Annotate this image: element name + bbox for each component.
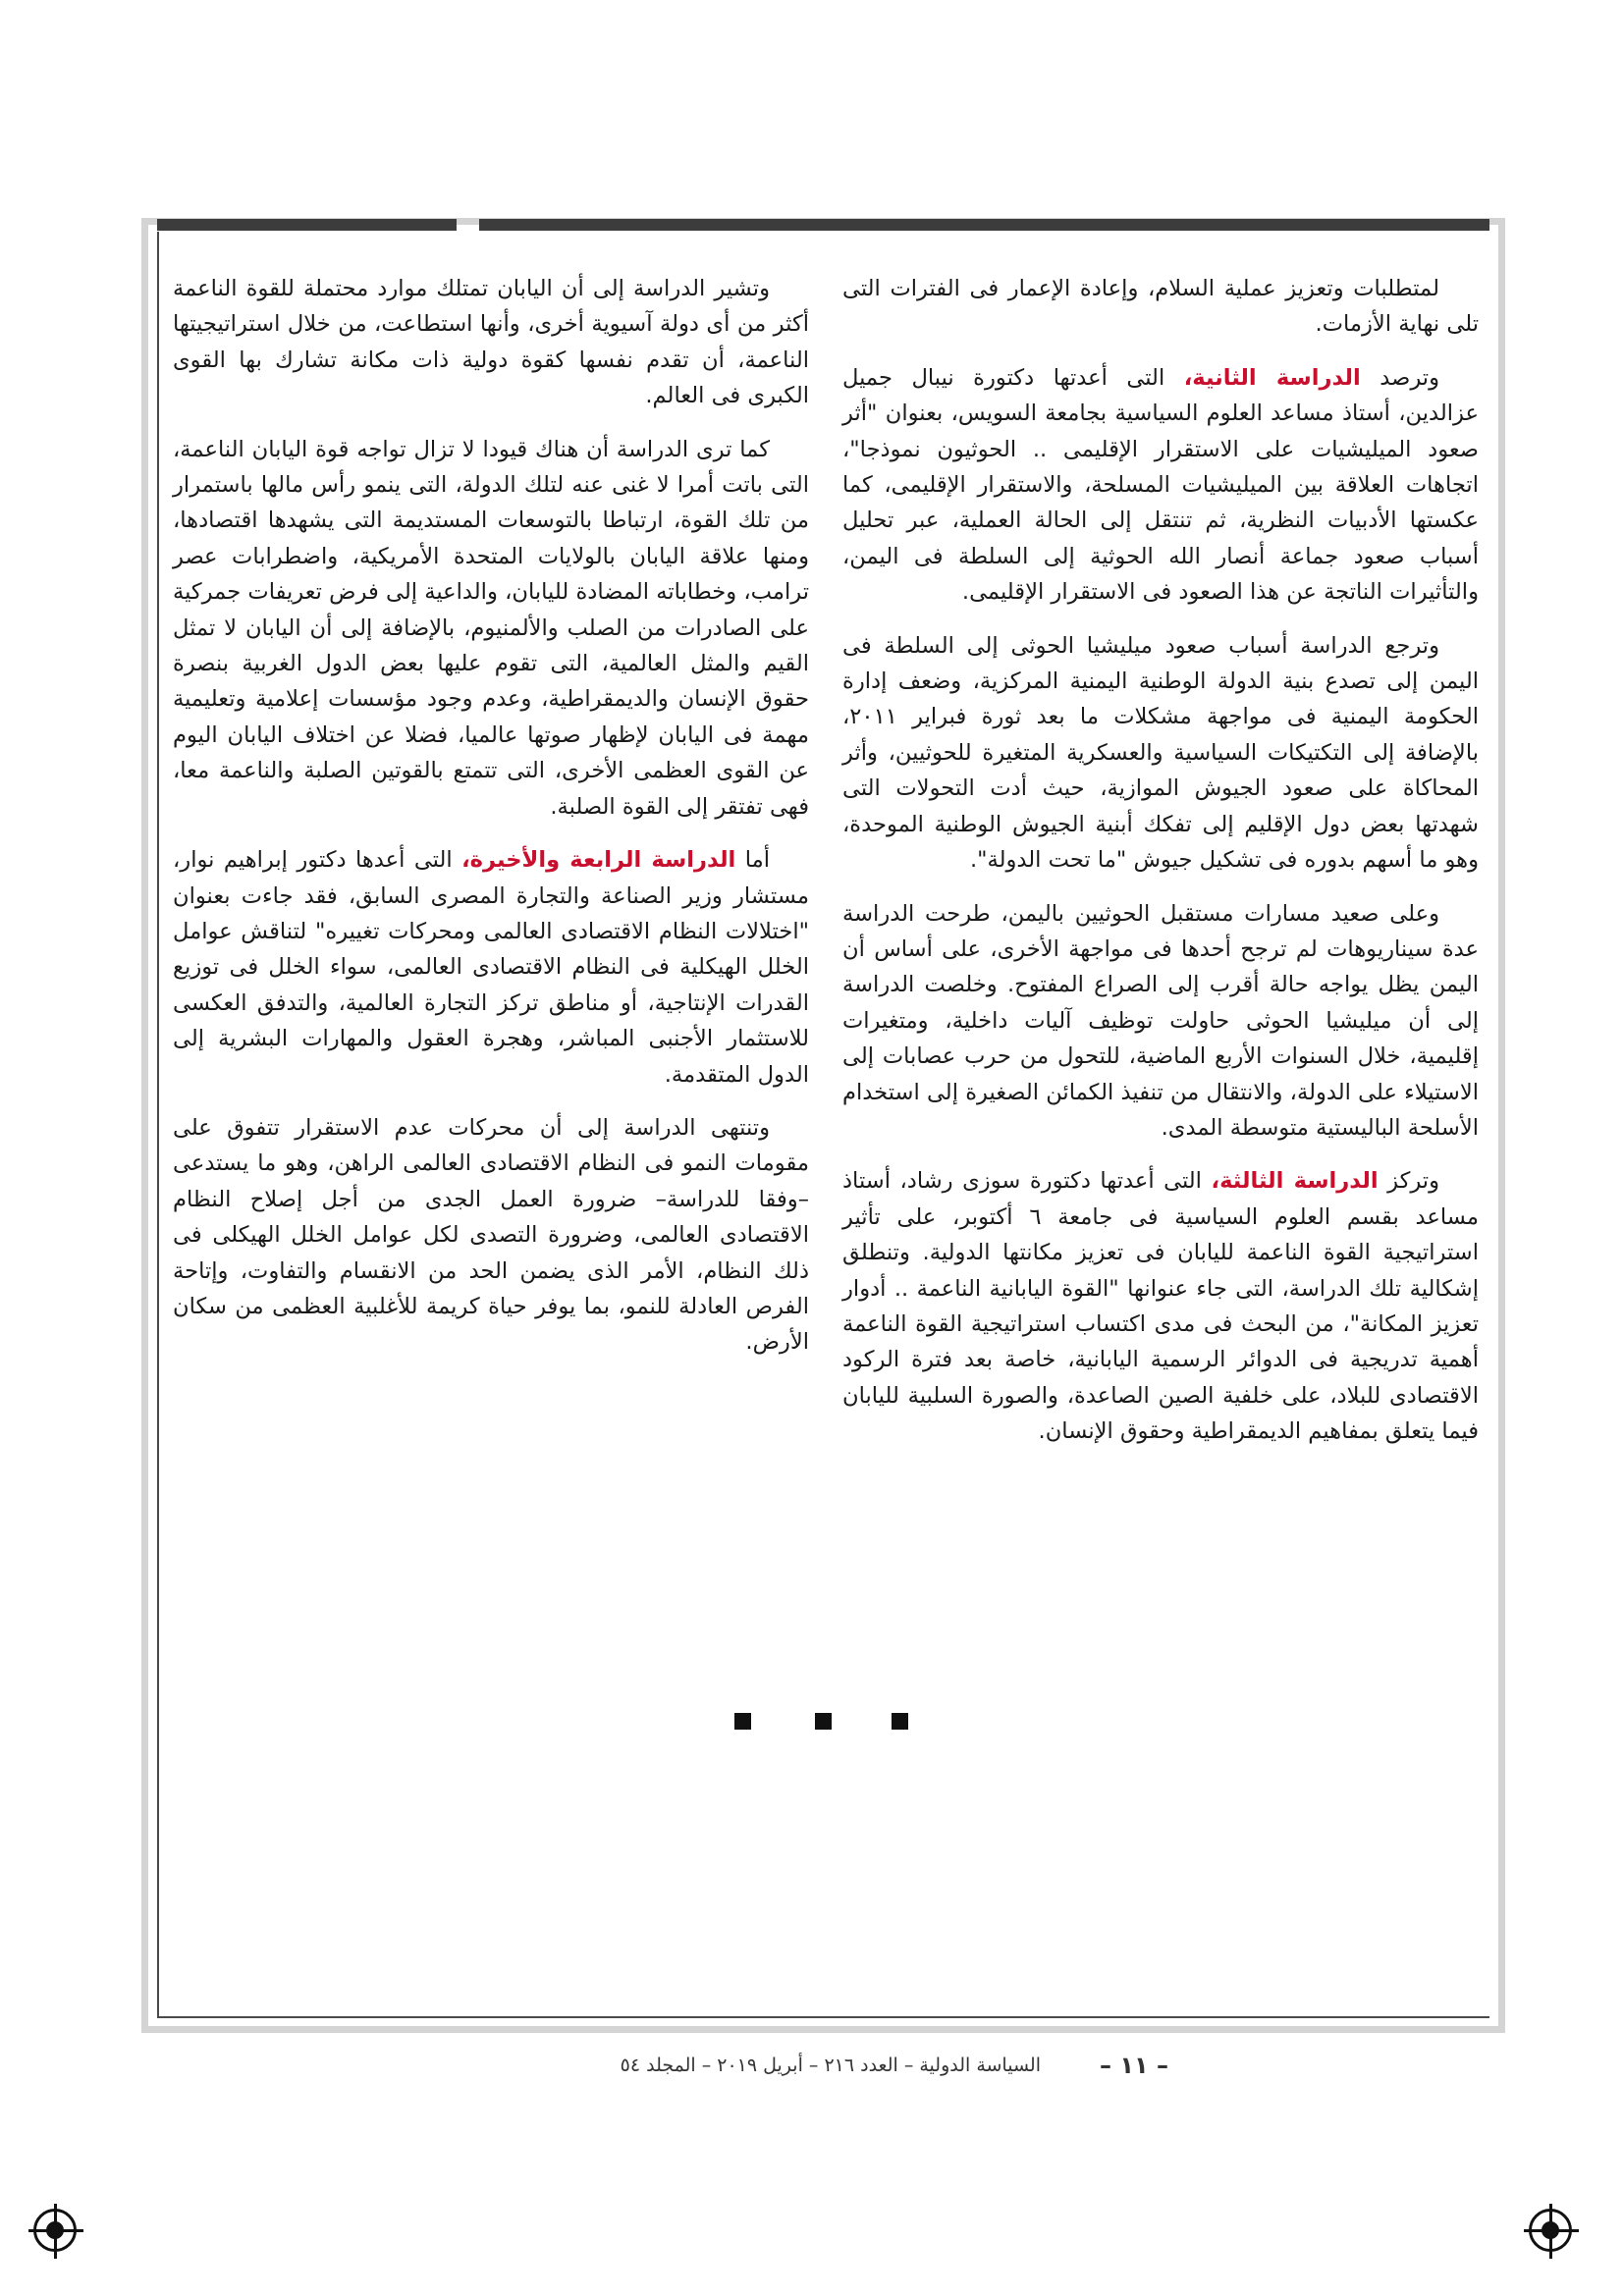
left-column xyxy=(173,271,809,1378)
highlight-study-two: الدراسة الثانية، xyxy=(1183,364,1361,391)
top-rule-left xyxy=(157,219,457,231)
paragraph xyxy=(173,842,809,1093)
text: وتركز xyxy=(1378,1168,1439,1195)
square-icon xyxy=(892,1713,908,1730)
paragraph xyxy=(842,360,1479,611)
publication-info: السياسة الدولية – العدد ٢١٦ – أبريل ٢٠١٩ – المجلد ٥٤ xyxy=(620,2055,1041,2076)
paragraph: وعلى صعيد مسارات مستقبل الحوثيين باليمن، طرحت الدراسة عدة سيناريوهات لم ترجح أحدها فى مواجهة الأخرى، على أساس أن اليمن يظل يواجه حالة أقرب إلى الصراع المفتوح. وخلصت الدراسة إلى أن ميليشيا الحوثى حاولت توظيف آليات داخلية، ومتغيرات إقليمية، خلال السنوات الأربع الماضية، للتحول من حرب عصابات إلى الاستيلاء على الدولة، والانتقال من تنفيذ الكمائن الصغيرة إلى استخدام الأسلحة الباليستية متوسطة المدى. xyxy=(842,900,1479,1141)
right-column xyxy=(842,271,1479,1468)
paragraph: وتنتهى الدراسة إلى أن محركات عدم الاستقرار تتفوق على مقومات النمو فى النظام الاقتصادى العالمى الراهن، وهو ما يستدعى –وفقا للدراسة– ضرورة العمل الجدى من أجل إصلاح النظام الاقتصادى العالمى، وضرورة التصدى لكل عوامل الخلل الهيكلى فى ذلك النظام، الأمر الذى يضمن الحد من الانقسام والتفاوت، وإتاحة الفرص العادلة للنمو، بما يوفر حياة كريمة للأغلبية العظمى من سكان الأرض. xyxy=(173,1114,809,1356)
registration-mark-icon xyxy=(33,2209,77,2252)
paragraph: وترجع الدراسة أسباب صعود ميليشيا الحوثى إلى السلطة فى اليمن إلى تصدع بنية الدولة الوطنية اليمنية المركزية، وضعف إدارة الحكومة اليمنية فى مواجهة مشكلات ما بعد ثورة فبراير ٢٠١١، بالإضافة إلى التكتيكات السياسية والعسكرية المتغيرة للحوثيين، وأثر المحاكاة على صعود الجيوش الموازية، حيث أدت التحولات التى شهدتها بعض دول الإقليم إلى تفكك أبنية الجيوش الوطنية الموحدة، وهو ما أسهم بدوره فى تشكيل جيوش "ما تحت الدولة". xyxy=(842,632,1479,874)
highlight-study-three: الدراسة الثالثة، xyxy=(1211,1168,1379,1195)
text: التى أعدها دكتور إبراهيم نوار، مستشار وزير الصناعة والتجارة المصرى السابق، فقد جاءت بعنوان "اختلالات النظام الاقتصادى العالمى ومحركات تغييره" لتناقش عوامل الخلل الهيكلية فى النظام الاقتصادى العالمى، سواء الخلل فى توزيع القدرات الإنتاجية، أو مناطق تركز التجارة العالمية، والتدفق العكسى للاستثمار الأجنبى المباشر، وهجرة العقول والمهارات البشرية إلى الدول المتقدمة. xyxy=(173,847,809,1088)
top-rule-right xyxy=(479,219,1489,231)
page-footer xyxy=(187,2052,1168,2079)
paragraph: لمتطلبات وتعزيز عملية السلام، وإعادة الإعمار فى الفترات التى تلى نهاية الأزمات. xyxy=(842,276,1479,338)
square-icon xyxy=(815,1713,832,1730)
highlight-study-four: الدراسة الرابعة والأخيرة، xyxy=(461,847,736,874)
paragraph xyxy=(842,1163,1479,1449)
text: أما xyxy=(735,847,770,874)
text: التى أعدتها دكتورة نيبال جميل عزالدين، أستاذ مساعد العلوم السياسية بجامعة السويس، بعنوان "أثر صعود الميليشيات على الاستقرار الإقليمى .. الحوثيون نموذجا"، اتجاهات العلاقة بين الميليشيات المسلحة، والاستقرار الإقليمى، كما عكستها الأدبيات النظرية، ثم تنتقل إلى الحالة العملية، عبر تحليل أسباب صعود جماعة أنصار الله الحوثية إلى السلطة فى اليمن، والتأثيرات الناتجة عن هذا الصعود فى الاستقرار الإقليمى. xyxy=(842,364,1479,606)
section-separator xyxy=(734,1713,911,1733)
text: وترصد xyxy=(1360,364,1439,391)
text: التى أعدتها دكتورة سوزى رشاد، أستاذ مساعد بقسم العلوم السياسية فى جامعة ٦ أكتوبر، على تأثير استراتيجية القوة الناعمة لليابان فى تعزيز مكانتها الدولية. وتنطلق إشكالية تلك الدراسة، التى جاء عنوانها "القوة اليابانية الناعمة .. أدوار تعزيز المكانة"، من البحث فى مدى اكتساب استراتيجية القوة الناعمة أهمية تدريجية فى الدوائر الرسمية اليابانية، خاصة بعد فترة الركود الاقتصادى للبلاد، على خلفية الصين الصاعدة، والصورة السلبية لليابان فيما يتعلق بمفاهيم الديمقراطية وحقوق الإنسان. xyxy=(842,1168,1480,1445)
registration-mark-icon xyxy=(1529,2209,1572,2252)
paragraph: وتشير الدراسة إلى أن اليابان تمتلك موارد محتملة للقوة الناعمة أكثر من أى دولة آسيوية أخرى، وأنها استطاعت، من خلال استراتيجيتها الناعمة، أن تقدم نفسها كقوة دولية ذات مكانة تشارك بها القوى الكبرى فى العالم. xyxy=(173,276,809,409)
square-icon xyxy=(734,1713,751,1730)
paragraph: كما ترى الدراسة أن هناك قيودا لا تزال تواجه قوة اليابان الناعمة، التى باتت أمرا لا غنى عنه لتلك الدولة، التى ينمو رأس مالها باستمرار من تلك القوة، ارتباطا بالتوسعات المستديمة التى يشهدها اقتصادها، ومنها علاقة اليابان بالولايات المتحدة الأمريكية، واضطرابات عصر ترامب، وخطاباته المضادة لليابان، والداعية إلى فرض تعريفات جمركية على الصادرات من الصلب والألمنيوم، بالإضافة إلى أن اليابان لا تمثل القيم والمثل العالمية، التى تقوم عليها بعض الدول الغربية بنصرة حقوق الإنسان والديمقراطية، وعدم وجود مؤسسات إعلامية وتعليمية مهمة فى اليابان لإظهار صوتها عالميا، فضلا عن اختلاف اليابان اليوم عن القوى العظمى الأخرى، التى تتمتع بالقوتين الصلبة والناعمة معا، فهى تفتقر إلى القوة الصلبة. xyxy=(173,436,809,820)
page-number: – ١١ – xyxy=(1099,2052,1168,2079)
